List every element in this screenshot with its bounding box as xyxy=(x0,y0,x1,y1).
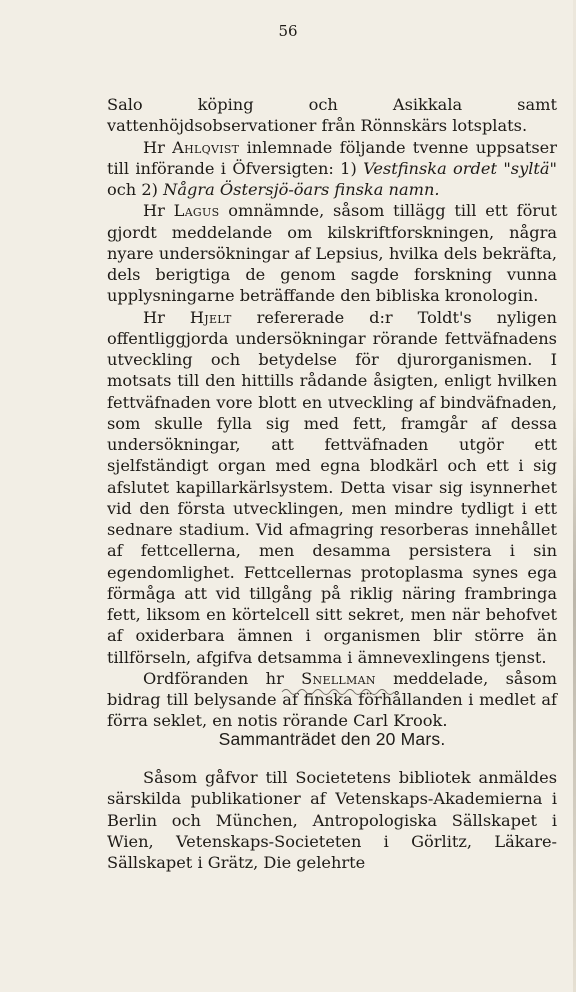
essay-title: Några Östersjö-öars finska namn. xyxy=(163,180,440,199)
paragraph-prefix: Hr xyxy=(143,137,173,157)
paragraph-lagus xyxy=(107,200,557,306)
paragraph-hjelt xyxy=(107,307,557,668)
paragraph-text: inlemnade följande tvenne uppsatser till införande i Öfversigten: 1) xyxy=(107,137,557,178)
paragraph-snellman xyxy=(107,668,557,732)
divider-ornament xyxy=(280,686,400,698)
paragraph-text: och 2) xyxy=(107,180,164,199)
person-name: Hjelt xyxy=(189,307,232,327)
paragraph-text: meddelade, såsom bidrag till belysande af finska förhållanden i medlet af förra seklet, en notis rörande Carl Krook. xyxy=(107,668,557,731)
person-name: Snellman xyxy=(301,668,376,688)
paragraph-prefix: Hr xyxy=(143,201,174,221)
person-name: Lagus xyxy=(173,201,220,221)
paragraph-prefix: Hr xyxy=(143,307,190,327)
paragraph-prefix: Ordföranden hr xyxy=(143,668,302,688)
paragraph-text: refererade d:r Toldt's nyligen offentliggjorda undersökningar rörande fettväfnadens utveckling och betydelse för djurorganismen. I motsats till den hittills rådande åsigten, enligt hvilken fettväfnaden vore blott en utveckling af bindväfnaden, som skulle fylla sig med fett, framgår af dessa undersökningar, att fettväfnaden utgör ett sjelfständigt organ med egna blodkärl och ett i sig afslutet kapillarkärlsystem. Detta visar sig isynnerhet vid den första utvecklingen, men mindre tydligt i ett sednare stadium. Vid afmagring resorberas innehållet af fettcellerna, men desamma persistera i sin egendomlighet. Fettcellernas protoplasma synes ega förmåga att vid tillgång på riklig näring frambringa fett, liksom en körtelcell sitt sekret, men när behofvet af oxiderbara ämnen i organismen blir större än tillförseln, afgifva detsamma i ämnevexlingens tjenst. xyxy=(107,307,557,667)
page-number: 56 xyxy=(278,22,298,40)
body-text xyxy=(107,94,557,732)
person-name: Ahlqvist xyxy=(172,137,240,157)
section-text xyxy=(107,767,557,873)
paragraph-text: omnämnde, såsom tillägg till ett förut gjordt meddelande om kilskriftforskningen, några nyare undersökningar af Lepsius, hvilka dels bekräfta, dels berigtiga de genom sagde forskning vunna upplysningarne beträffande den bibliska kronologin. xyxy=(107,201,557,306)
paragraph-gifts: Såsom gåfvor till Societetens bibliotek anmäldes särskilda publikationer af Vetenskaps-Akademierna i Berlin och München, Antropologiska Sällskapet i Wien, Vetenskaps-Societeten i Görlitz, Läkare-Sällskapet i Grätz, Die gelehrte xyxy=(107,768,557,872)
paragraph-ahlqvist xyxy=(107,137,557,201)
section-heading: Sammanträdet den 20 Mars. xyxy=(218,729,446,749)
essay-title: Vestfinska ordet "syltä" xyxy=(363,158,558,178)
paragraph-continuation: Salo köping och Asikkala samt vattenhöjdsobservationer från Rönnskärs lotsplats. xyxy=(107,95,557,136)
